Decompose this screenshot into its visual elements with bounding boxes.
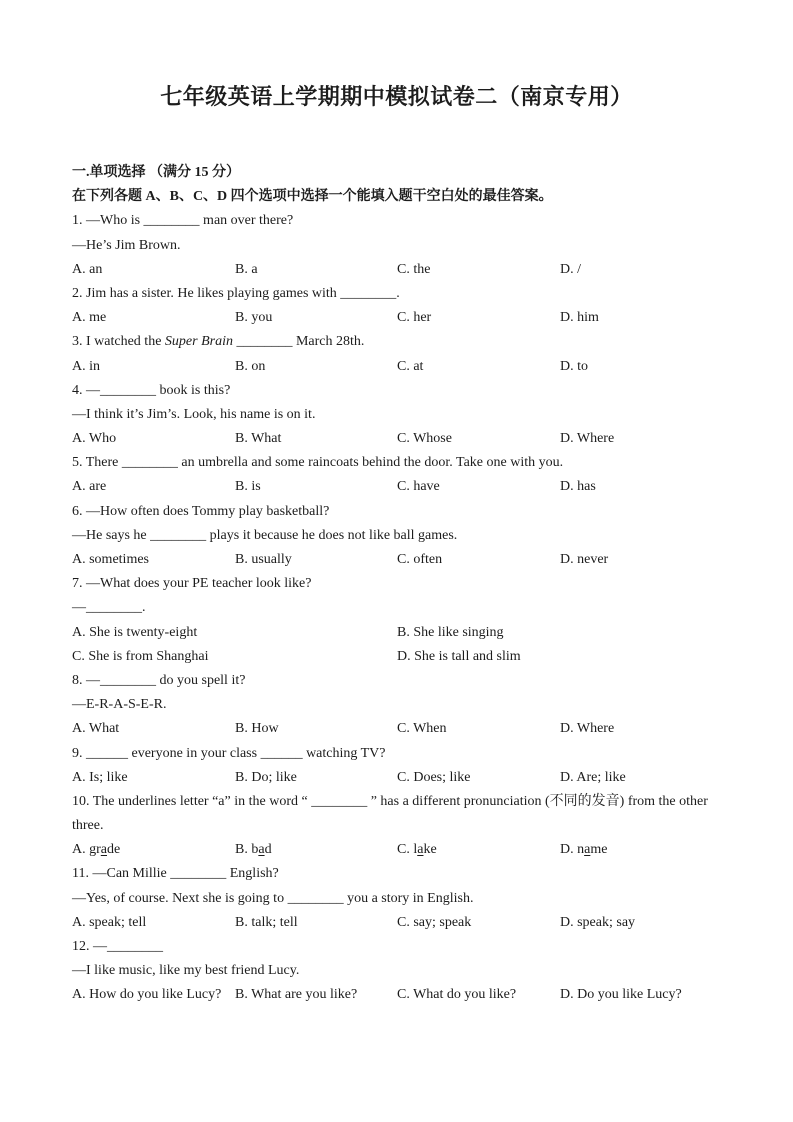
- option-d: D. him: [560, 310, 599, 326]
- option-a: A. are: [72, 479, 107, 495]
- option-row: [72, 717, 783, 741]
- question-stem: [72, 330, 783, 354]
- option-c: C. say; speak: [397, 914, 472, 930]
- section-instructions: 在下列各题 A、B、C、D 四个选项中选择一个能填入题干空白处的最佳答案。: [72, 189, 553, 205]
- option-a: A. in: [72, 358, 100, 374]
- option-b: B. How: [235, 721, 279, 737]
- option-row: [72, 766, 783, 790]
- question-stem: 8. —________ do you spell it?: [72, 672, 246, 688]
- question-stem: 12. —________: [72, 939, 163, 954]
- option-b: B. What: [235, 431, 282, 447]
- option-row: [72, 911, 783, 935]
- question-stem: 5. There ________ an umbrella and some raincoats behind the door. Take one with you.: [72, 455, 564, 471]
- option-b: [235, 838, 397, 862]
- option-c: C. She is from Shanghai: [72, 648, 209, 664]
- option-d: D. Are; like: [560, 769, 626, 785]
- question-reply: —E-R-A-S-E-R.: [72, 697, 167, 713]
- question-reply: —Yes, of course. Next she is going to ________ you a story in English.: [72, 890, 474, 906]
- question-reply: —He says he ________ plays it because he does not like ball games.: [72, 527, 458, 543]
- option-c: C. When: [397, 721, 447, 737]
- option-a: A. speak; tell: [72, 914, 147, 930]
- option-text: de: [107, 842, 121, 858]
- option-row: [72, 983, 783, 1007]
- option-d: D. Where: [560, 721, 615, 737]
- underlined-letter: a: [584, 842, 591, 858]
- option-a: A. How do you like Lucy?: [72, 987, 222, 1003]
- option-b: B. Do; like: [235, 769, 297, 785]
- option-a: A. What: [72, 721, 120, 737]
- option-b: B. What are you like?: [235, 987, 358, 1003]
- option-d: D. has: [560, 479, 596, 495]
- option-c: C. What do you like?: [397, 987, 517, 1003]
- question-reply: —________.: [72, 600, 146, 616]
- question-stem-continued: three.: [72, 818, 104, 834]
- option-c: C. Whose: [397, 431, 452, 447]
- option-row: [72, 355, 783, 379]
- option-row: [72, 306, 783, 330]
- question-reply: —I think it’s Jim’s. Look, his name is on it.: [72, 406, 316, 422]
- option-c: C. the: [397, 261, 431, 277]
- question-stem: 10. The underlines letter “a” in the word “ ________ ” has a different pronunciation (不同的发音) from the other: [72, 793, 708, 809]
- option-c: C. her: [397, 310, 432, 326]
- option-d: D. never: [560, 552, 609, 567]
- stem-text: 3. I watched the: [72, 334, 165, 350]
- option-row: [72, 621, 783, 645]
- option-b: B. on: [235, 358, 266, 374]
- option-row: [72, 427, 783, 451]
- question-stem: 1. —Who is ________ man over there?: [72, 213, 294, 229]
- question-reply: —I like music, like my best friend Lucy.: [72, 963, 300, 979]
- option-text: C. l: [397, 842, 418, 858]
- option-c: C. at: [397, 358, 424, 374]
- option-c: C. Does; like: [397, 769, 471, 785]
- option-b: B. usually: [235, 552, 292, 567]
- option-a: A. an: [72, 261, 103, 277]
- stem-text: ________ March 28th.: [232, 334, 365, 350]
- option-a: [72, 838, 235, 862]
- option-a: A. sometimes: [72, 552, 149, 567]
- option-b: B. She like singing: [397, 624, 504, 640]
- option-d: D. /: [560, 261, 581, 277]
- option-text: D. n: [560, 842, 585, 858]
- option-row: [72, 838, 783, 862]
- option-text: B. b: [235, 842, 259, 858]
- question-stem: 9. ______ everyone in your class ______ watching TV?: [72, 745, 386, 761]
- question-stem: 11. —Can Millie ________ English?: [72, 866, 279, 882]
- option-row: [72, 475, 783, 499]
- option-a: A. Who: [72, 431, 117, 447]
- question-stem: 7. —What does your PE teacher look like?: [72, 576, 312, 592]
- question-stem: 2. Jim has a sister. He likes playing games with ________.: [72, 285, 400, 301]
- option-row: [72, 548, 783, 572]
- option-row: [72, 645, 783, 669]
- option-a: A. Is; like: [72, 769, 128, 785]
- stem-italic-text: Super Brain: [164, 334, 233, 350]
- option-d: D. Where: [560, 431, 615, 447]
- underlined-letter: a: [258, 842, 265, 858]
- option-d: D. to: [560, 358, 588, 374]
- option-c: C. have: [397, 479, 440, 495]
- question-stem: 4. —________ book is this?: [72, 382, 231, 398]
- option-a: A. She is twenty-eight: [72, 624, 198, 640]
- section-heading: 一.单项选择 （满分 15 分）: [72, 165, 240, 180]
- option-c: C. often: [397, 552, 443, 567]
- option-d: [560, 838, 783, 862]
- option-text: ke: [423, 842, 437, 858]
- option-b: B. talk; tell: [235, 914, 298, 930]
- underlined-letter: a: [100, 842, 107, 858]
- option-text: d: [264, 842, 272, 858]
- option-text: me: [590, 842, 608, 858]
- option-c: [397, 838, 560, 862]
- option-b: B. a: [235, 261, 258, 277]
- option-d: D. Do you like Lucy?: [560, 987, 682, 1003]
- page-title: 七年级英语上学期期中模拟试卷二（南京专用）: [160, 84, 633, 109]
- option-a: A. me: [72, 310, 107, 326]
- option-d: D. She is tall and slim: [397, 648, 521, 664]
- option-text: A. gr: [72, 842, 101, 858]
- question-stem: 6. —How often does Tommy play basketball?: [72, 503, 330, 519]
- option-row: [72, 258, 783, 282]
- option-d: D. speak; say: [560, 914, 636, 930]
- option-b: B. is: [235, 479, 261, 495]
- option-b: B. you: [235, 310, 273, 326]
- question-reply: —He’s Jim Brown.: [72, 237, 181, 253]
- exam-body: [0, 161, 793, 1008]
- underlined-letter: a: [417, 842, 424, 858]
